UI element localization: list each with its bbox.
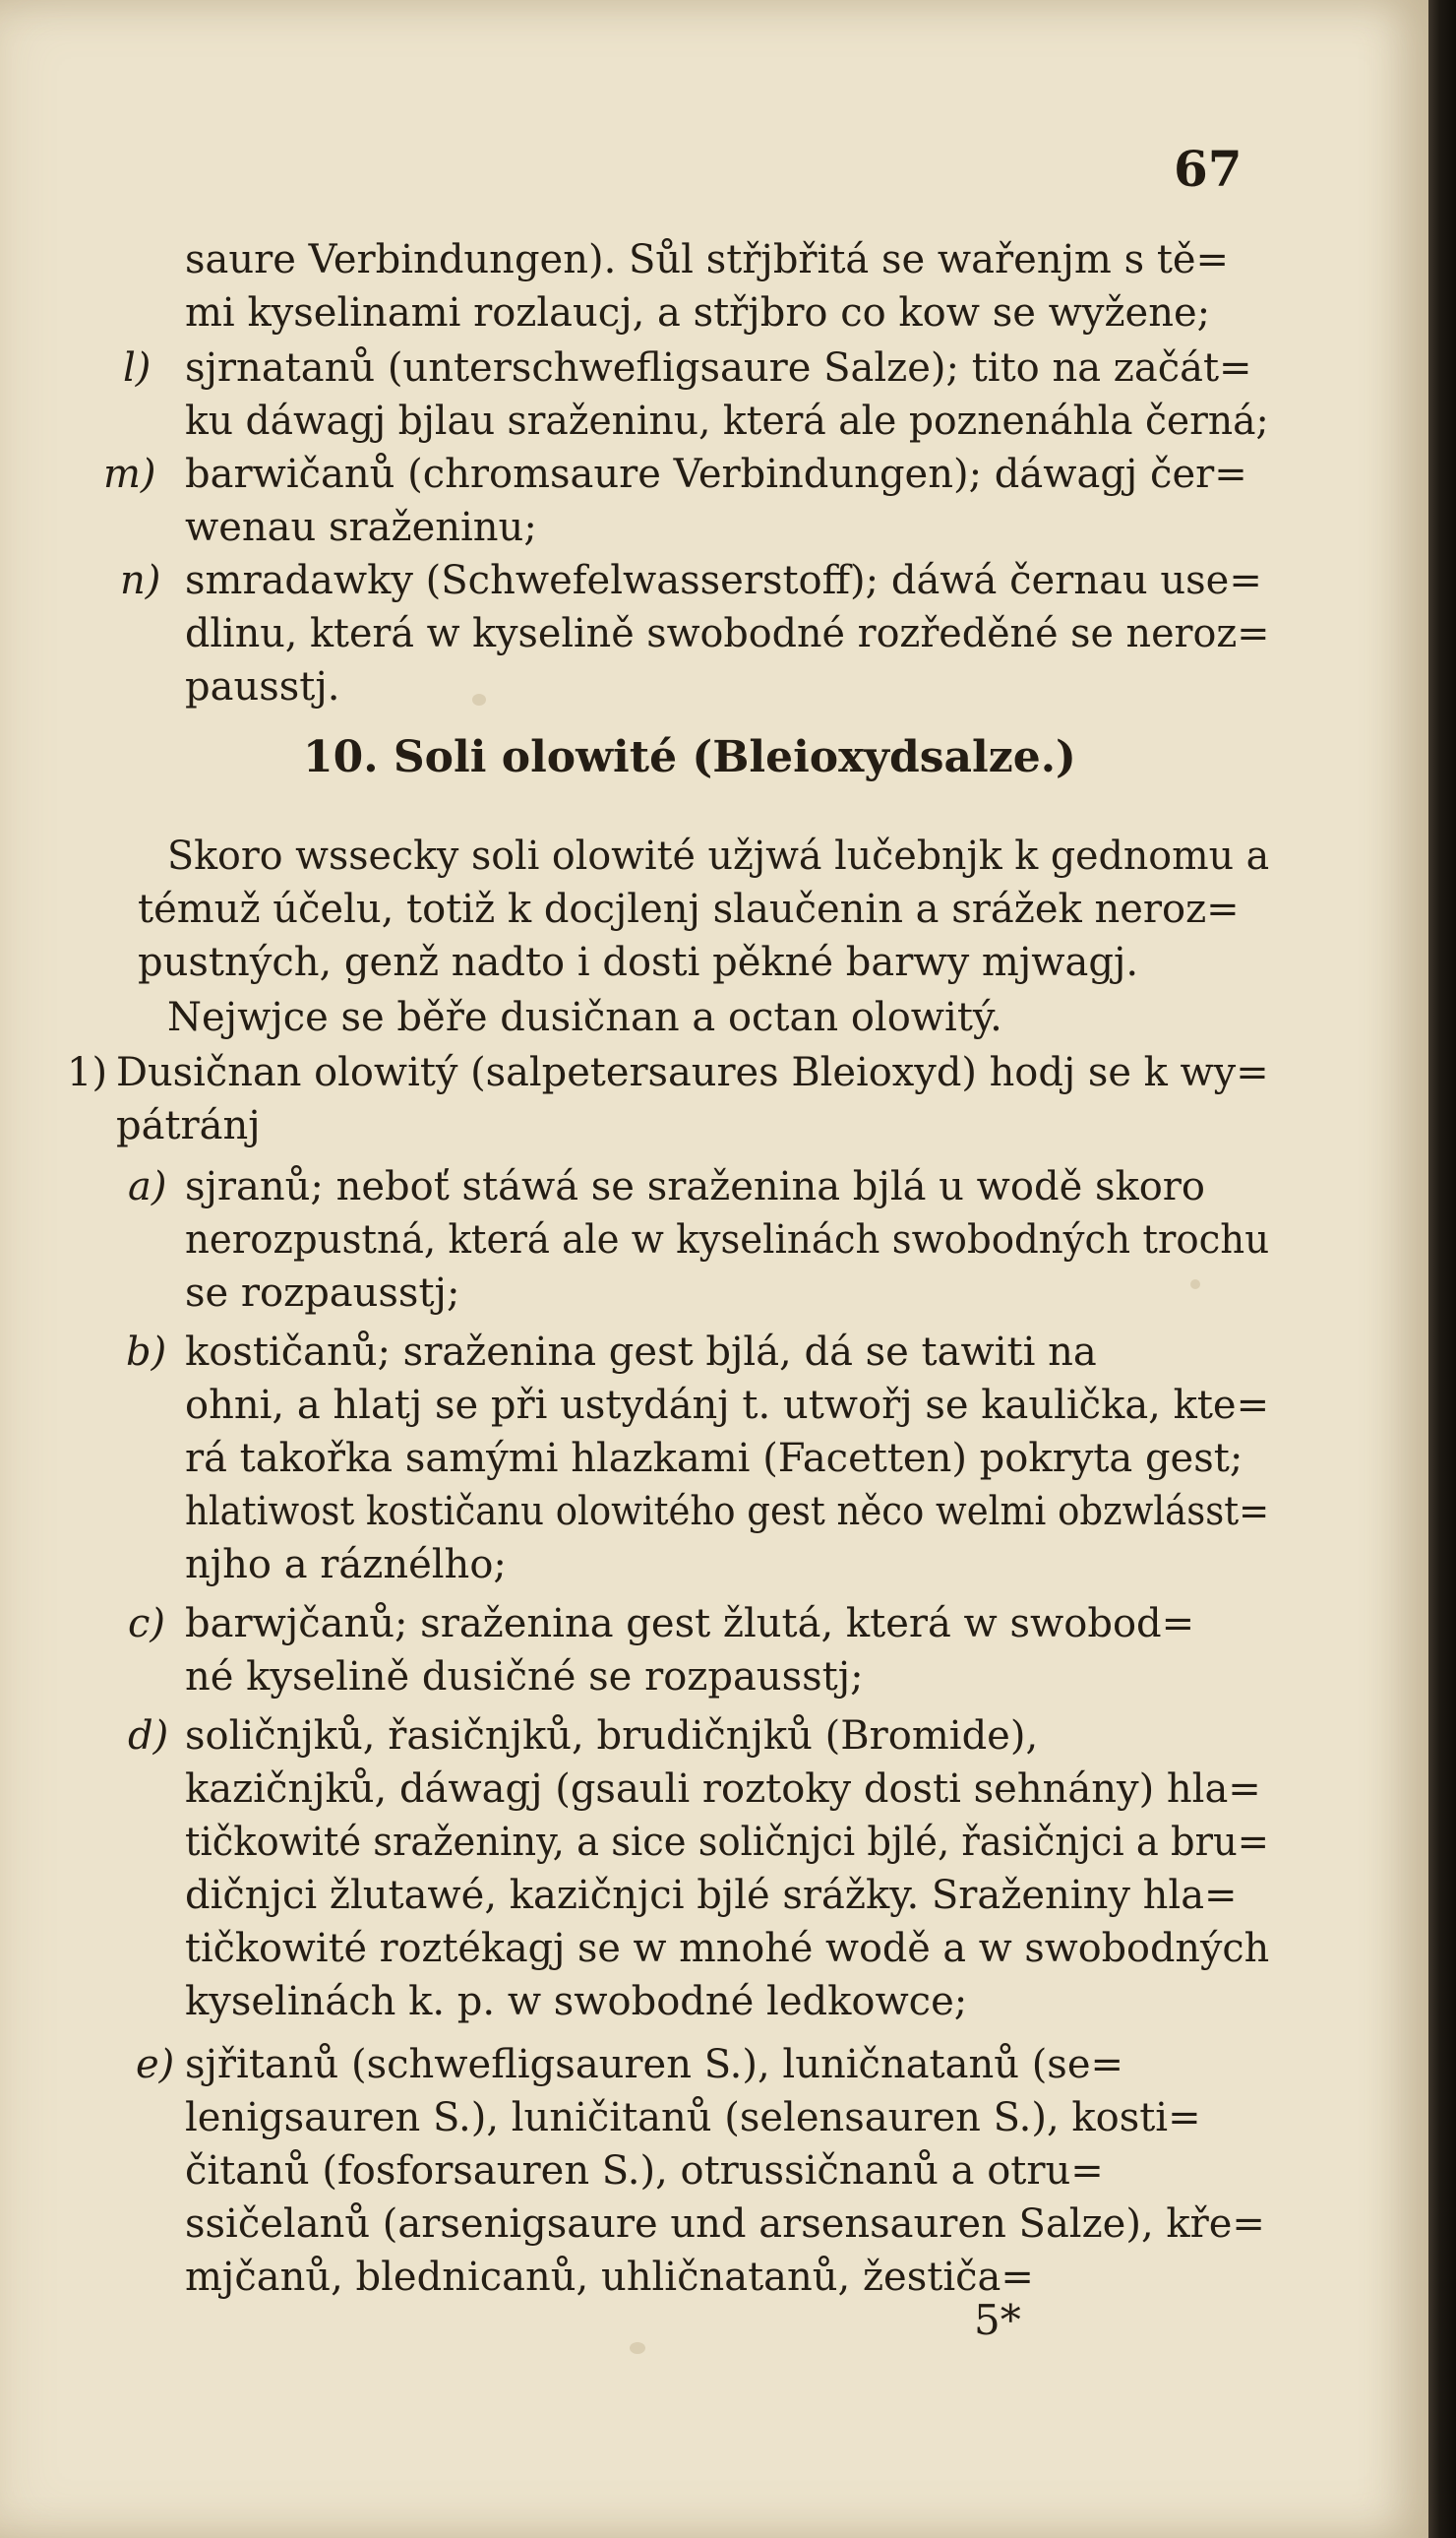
text-line: pátránj <box>116 1103 261 1148</box>
text-line: se rozpausstj; <box>185 1270 460 1316</box>
paper-stain <box>472 694 486 706</box>
list-marker-b: b) <box>126 1330 167 1375</box>
list-marker-e: e) <box>136 2042 175 2087</box>
text-line: tičkowité roztékagj se w mnohé wodě a w swobodných <box>185 1926 1270 1971</box>
text-line: Nejwjce se běře dusičnan a octan olowitý. <box>167 995 1002 1040</box>
text-line: barwjčanů; sraženina gest žlutá, která w swobod= <box>185 1601 1195 1646</box>
text-line: dičnjci žlutawé, kazičnjci bjlé srážky. Sraženiny hla= <box>185 1873 1238 1918</box>
text-line: tičkowité sraženiny, a sice soličnjci bjlé, řasičnjci a bru= <box>185 1820 1269 1865</box>
paper-stain <box>630 2342 645 2354</box>
text-line: soličnjků, řasičnjků, brudičnjků (Bromide), <box>185 1713 1039 1759</box>
text-line: Skoro wssecky soli olowité užjwá lučebnjk k gednomu a <box>167 834 1270 879</box>
text-line: kostičanů; sraženina gest bjlá, dá se tawiti na <box>185 1330 1097 1375</box>
text-line: né kyselině dusičné se rozpausstj; <box>185 1654 864 1700</box>
text-line: sjranů; neboť stáwá se sraženina bjlá u wodě skoro <box>185 1164 1206 1209</box>
text-line: kyselinách k. p. w swobodné ledkowce; <box>185 1979 968 2024</box>
text-line: sjřitanů (schwefligsauren S.), luničnatanů (se= <box>185 2042 1124 2087</box>
text-line: ku dáwagj bjlau sraženinu, která ale poznenáhla černá; <box>185 399 1269 444</box>
text-line: wenau sraženinu; <box>185 505 537 550</box>
text-line: rá takořka samými hlazkami (Facetten) pokryta gest; <box>185 1436 1244 1481</box>
list-marker-a: a) <box>128 1164 167 1209</box>
section-heading: 10. Soli olowité (Bleioxydsalze.) <box>303 732 1076 782</box>
text-line: ohni, a hlatj se při ustydánj t. utwořj se kaulička, kte= <box>185 1383 1270 1428</box>
paper-stain <box>1190 1279 1200 1289</box>
book-binding-edge <box>1428 0 1456 2538</box>
text-line: témuž účelu, totiž k docjlenj slaučenin a srážek neroz= <box>138 887 1240 932</box>
text-line: mi kyselinami rozlaucj, a střjbro co kow se wyžene; <box>185 290 1211 336</box>
text-line: Dusičnan olowitý (salpetersaures Bleioxyd) hodj se k wy= <box>116 1050 1269 1095</box>
text-line: pausstj. <box>185 664 340 710</box>
text-line: mjčanů, blednicanů, uhličnatanů, žestiča= <box>185 2255 1034 2300</box>
text-line: saure Verbindungen). Sůl střjbřitá se wařenjm s tě= <box>185 237 1230 282</box>
text-line: lenigsauren S.), luničitanů (selensauren S.), kosti= <box>185 2095 1201 2140</box>
text-line: smradawky (Schwefelwasserstoff); dáwá černau use= <box>185 558 1262 603</box>
list-marker-m: m) <box>103 452 156 497</box>
text-line: hlatiwost kostičanu olowitého gest něco welmi obzwlásst= <box>185 1489 1270 1534</box>
page-number: 67 <box>1174 140 1243 198</box>
text-line: čitanů (fosforsauren S.), otrussičnanů a otru= <box>185 2148 1104 2194</box>
text-line: pustných, genž nadto i dosti pěkné barwy mjwagj. <box>138 940 1139 985</box>
text-line: njho a ráznélho; <box>185 1542 507 1587</box>
list-marker-n: n) <box>120 558 161 603</box>
text-line: barwičanů (chromsaure Verbindungen); dáwagj čer= <box>185 452 1247 497</box>
list-marker-1: 1) <box>67 1050 108 1095</box>
text-line: nerozpustná, která ale w kyselinách swobodných trochu <box>185 1217 1270 1263</box>
list-marker-c: c) <box>128 1601 166 1646</box>
text-line: kazičnjků, dáwagj (gsauli roztoky dosti sehnány) hla= <box>185 1766 1261 1812</box>
text-line: dlinu, která w kyselině swobodné rozředěné se neroz= <box>185 611 1270 656</box>
list-marker-l: l) <box>123 345 152 391</box>
text-line: ssičelanů (arsenigsaure und arsensauren Salze), kře= <box>185 2201 1265 2247</box>
text-line: sjrnatanů (unterschwefligsaure Salze); tito na začát= <box>185 345 1252 391</box>
signature-mark: 5* <box>974 2296 1021 2344</box>
list-marker-d: d) <box>128 1713 169 1759</box>
